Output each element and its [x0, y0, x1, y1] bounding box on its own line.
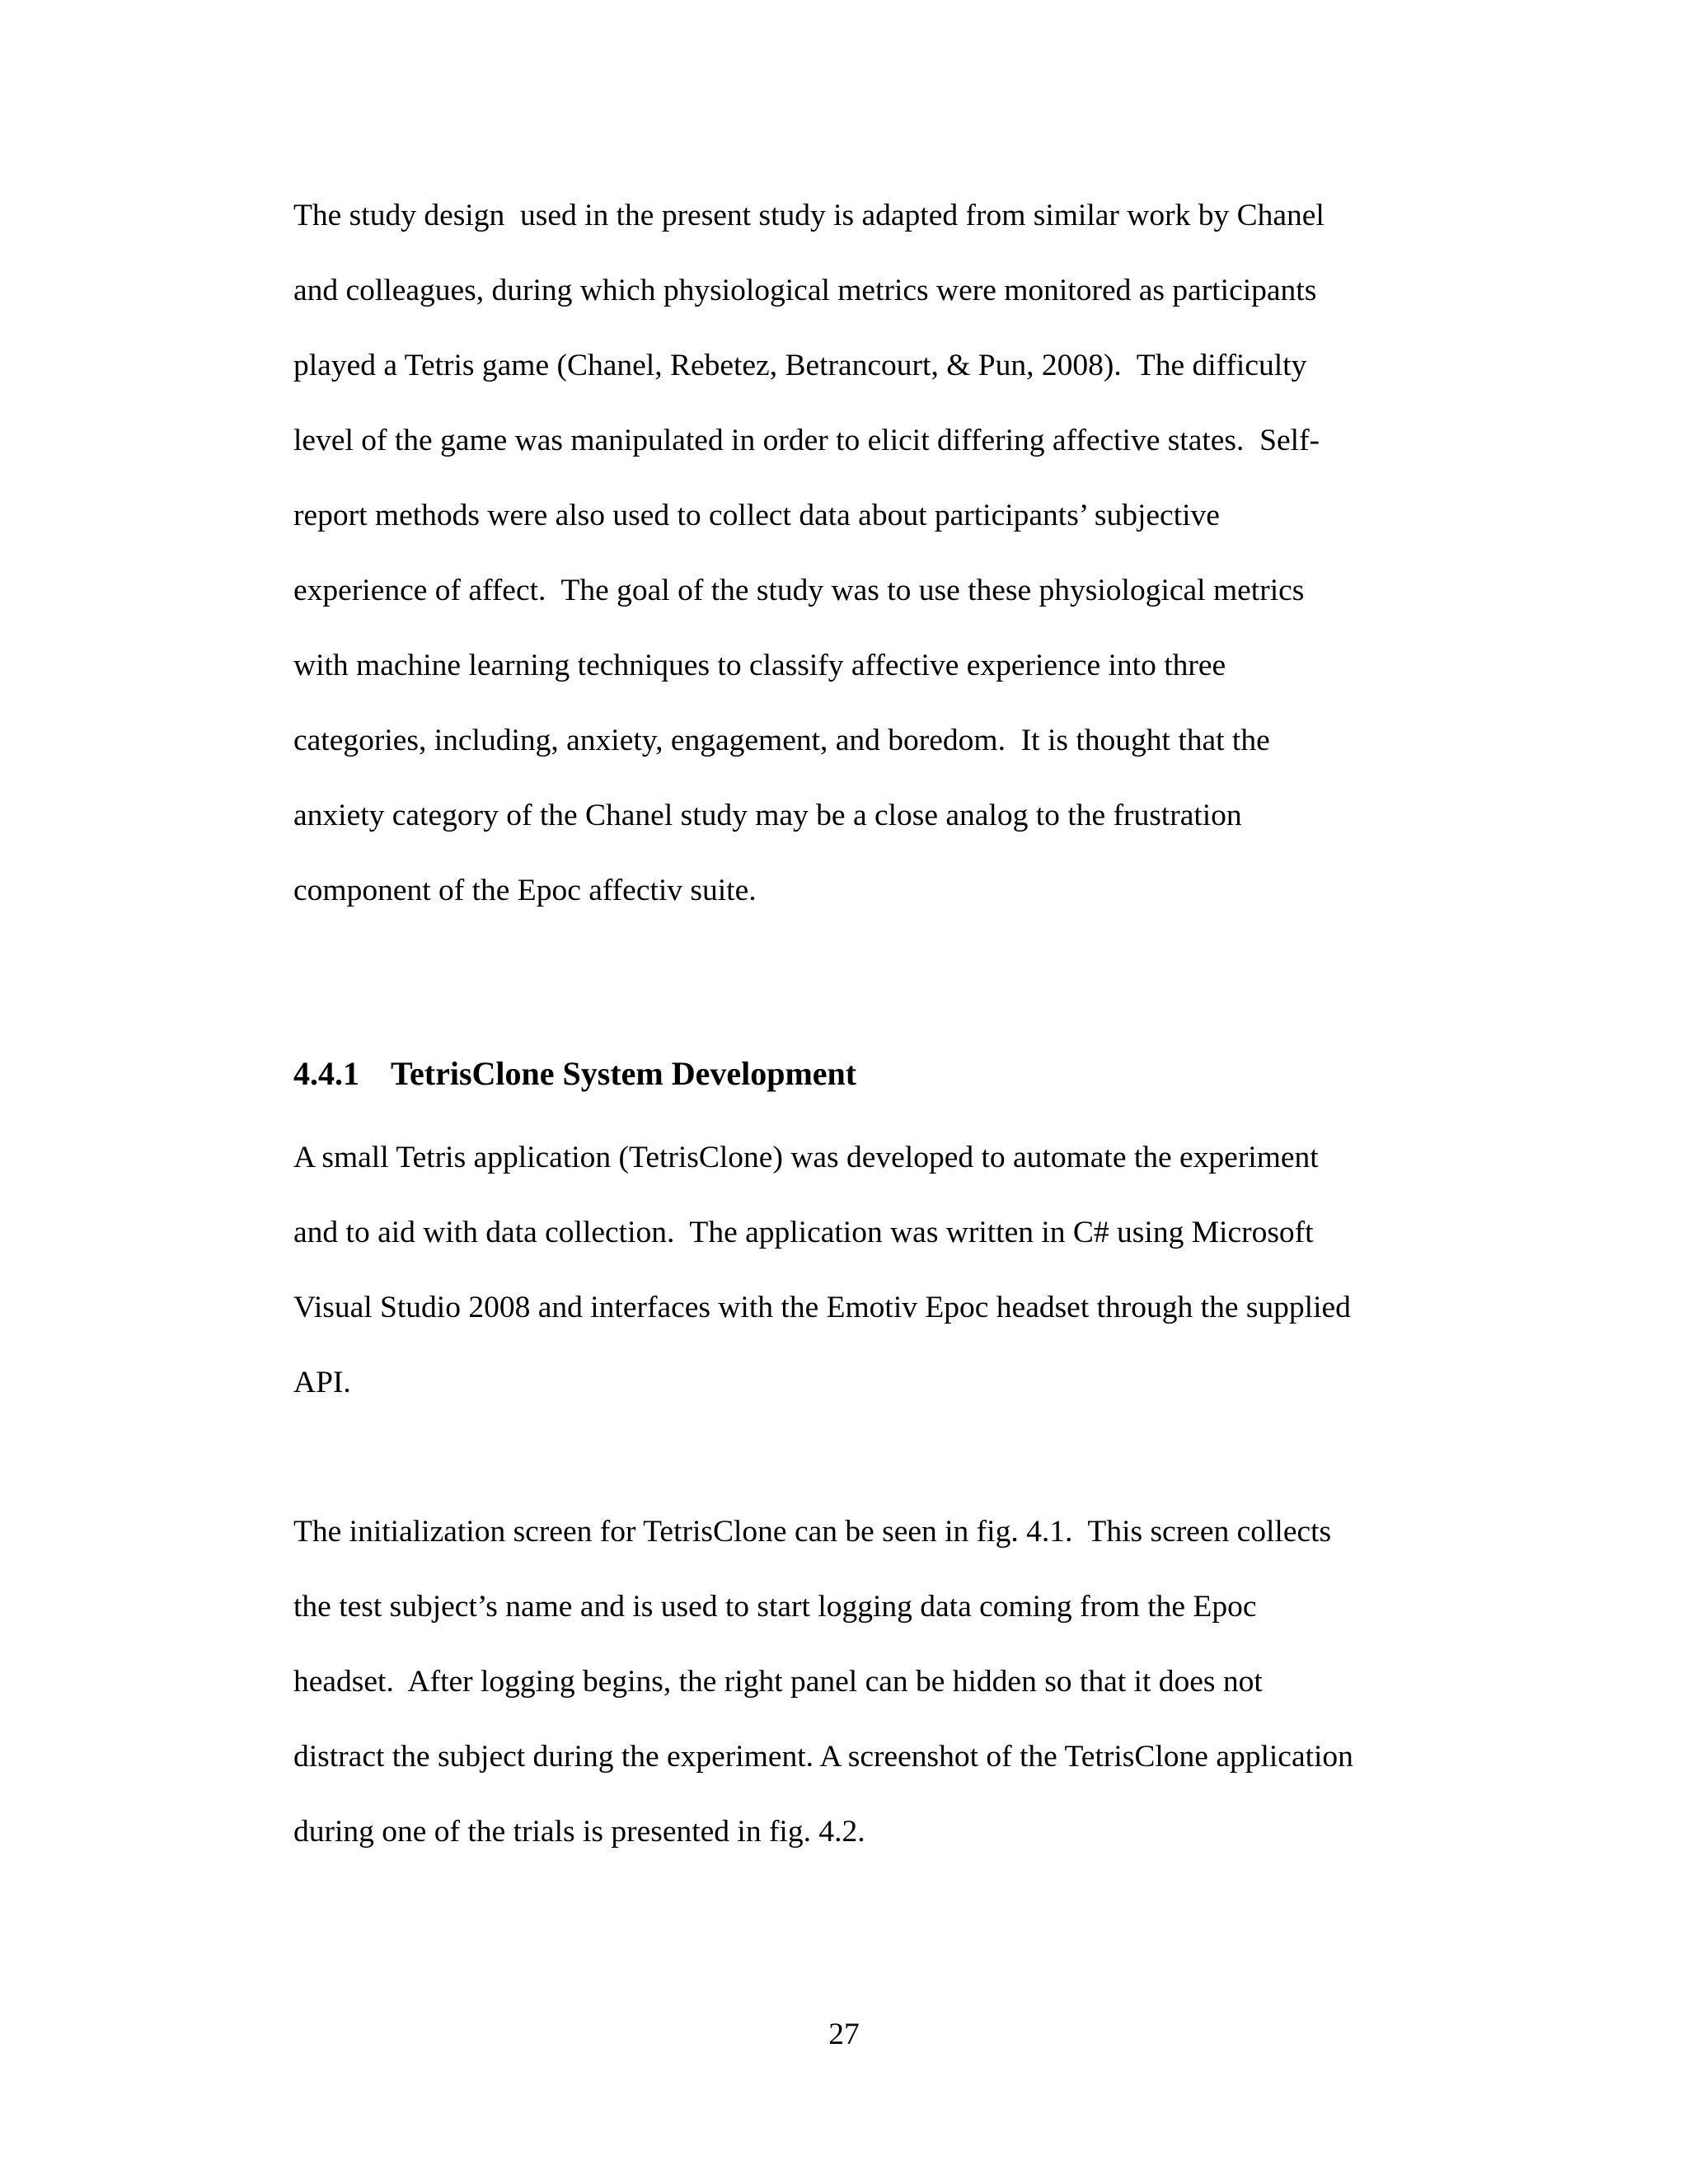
text-line: component of the Epoc affectiv suite.	[293, 874, 757, 907]
text-line: anxiety category of the Chanel study may be a close analog to the frustration	[293, 799, 1242, 832]
page-number: 27	[828, 2018, 860, 2051]
text-line: the test subject’s name and is used to start logging data coming from the Epoc	[293, 1590, 1257, 1624]
section-number: 4.4.1	[293, 1055, 359, 1092]
text-line: with machine learning techniques to classify affective experience into three	[293, 649, 1226, 682]
text-line: Visual Studio 2008 and interfaces with the Emotiv Epoc headset through the supplied	[293, 1291, 1351, 1324]
text-line: level of the game was manipulated in order to elicit differing affective states. Self-	[293, 424, 1320, 457]
text-line: headset. After logging begins, the right panel can be hidden so that it does not	[293, 1665, 1263, 1699]
text-line: categories, including, anxiety, engagement, and boredom. It is thought that the	[293, 724, 1270, 757]
text-line: and colleagues, during which physiological metrics were monitored as participants	[293, 274, 1317, 307]
text-line: The initialization screen for TetrisClone can be seen in fig. 4.1. This screen collects	[293, 1515, 1332, 1549]
text-line: played a Tetris game (Chanel, Rebetez, Betrancourt, & Pun, 2008). The difficulty	[293, 349, 1307, 382]
text-line: report methods were also used to collect data about participants’ subjective	[293, 499, 1220, 532]
section-heading	[293, 1055, 856, 1093]
text-line: The study design used in the present study is adapted from similar work by Chanel	[293, 199, 1325, 232]
section-title: TetrisClone System Development	[391, 1055, 857, 1092]
text-line: A small Tetris application (TetrisClone) was developed to automate the experiment	[293, 1141, 1319, 1174]
text-line: experience of affect. The goal of the study was to use these physiological metrics	[293, 574, 1305, 607]
text-line: during one of the trials is presented in fig. 4.2.	[293, 1815, 865, 1849]
text-line: API.	[293, 1366, 351, 1399]
text-line: distract the subject during the experiment. A screenshot of the TetrisClone application	[293, 1740, 1353, 1774]
text-line: and to aid with data collection. The application was written in C# using Microsoft	[293, 1216, 1314, 1249]
